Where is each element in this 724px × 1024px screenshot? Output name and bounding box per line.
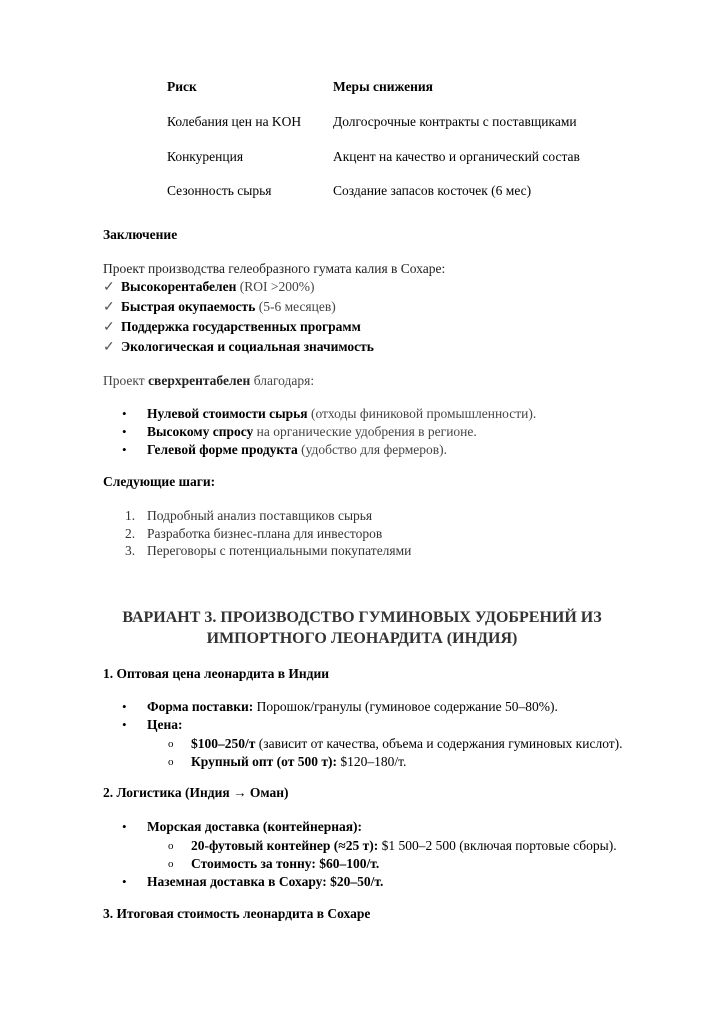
list-item	[103, 297, 336, 317]
check-bold: Экологическая и социальная значимость	[121, 339, 374, 354]
reason-rest: на органические удобрения в регионе.	[253, 424, 477, 439]
conclusion-title: Заключение	[103, 227, 178, 242]
bullet-icon: •	[122, 424, 127, 439]
price-bold: Цена:	[147, 717, 183, 732]
step-number: 2.	[125, 526, 136, 541]
check-bold: Быстрая окупаемость	[121, 299, 256, 314]
price-b-rest: $120–180/т.	[336, 754, 407, 769]
circle-bullet-icon: o	[168, 738, 174, 750]
profit-pre: Проект	[103, 373, 149, 388]
land-bold: Наземная доставка в Сохару: $20–50/т.	[147, 874, 384, 889]
list-item	[103, 277, 314, 297]
risk-cell: Сезонность сырья	[167, 183, 272, 198]
measure-cell: Акцент на качество и органический состав	[333, 149, 580, 164]
list-item	[103, 317, 361, 337]
circle-bullet-icon: o	[168, 840, 174, 852]
section1-title: 1. Оптовая цена леонардита в Индии	[103, 666, 330, 681]
measure-header: Меры снижения	[333, 79, 433, 94]
risk-cell: Конкуренция	[167, 149, 244, 164]
price-a-bold: $100–250/т	[191, 736, 256, 751]
form-bold: Форма поставки:	[147, 699, 254, 714]
next-steps-title: Следующие шаги:	[103, 474, 216, 489]
risk-header: Риск	[167, 79, 197, 94]
check-icon: ✓	[103, 300, 115, 315]
check-bold: Поддержка государственных программ	[121, 319, 361, 334]
conclusion-intro: Проект производства гелеобразного гумата калия в Сохаре:	[103, 261, 446, 276]
bullet-icon: •	[122, 406, 127, 421]
reason-rest: (удобство для фермеров).	[297, 442, 448, 457]
reason-bold: Нулевой стоимости сырья	[147, 406, 308, 421]
reason-bold: Высокому спросу	[147, 424, 254, 439]
step-number: 1.	[125, 508, 136, 523]
profit-bold: сверхрентабелен	[148, 373, 251, 388]
sea-bold: Морская доставка (контейнерная):	[147, 819, 363, 834]
variant3-heading-line2: ИМПОРТНОГО ЛЕОНАРДИТА (ИНДИЯ)	[206, 630, 518, 647]
sea-a-rest: $1 500–2 500 (включая портовые сборы).	[378, 838, 617, 853]
step-text: Переговоры с потенциальными покупателями	[147, 543, 412, 558]
risk-cell: Колебания цен на KOH	[167, 114, 302, 129]
form-rest: Порошок/гранулы (гуминовое содержание 50–80%).	[253, 699, 558, 714]
reason-bold: Гелевой форме продукта	[147, 442, 298, 457]
list-item	[103, 337, 374, 357]
circle-bullet-icon: o	[168, 858, 174, 870]
section2-title: 2. Логистика (Индия → Оман)	[103, 785, 289, 800]
bullet-icon: •	[122, 699, 127, 714]
variant3-heading-line1: ВАРИАНТ 3. ПРОИЗВОДСТВО ГУМИНОВЫХ УДОБРЕНИЙ ИЗ	[122, 609, 602, 626]
check-bold: Высокорентабелен	[121, 279, 237, 294]
circle-bullet-icon: o	[168, 756, 174, 768]
bullet-icon: •	[122, 874, 127, 889]
check-icon: ✓	[103, 340, 115, 355]
check-rest: (ROI >200%)	[236, 279, 315, 294]
sea-a-bold: 20-футовый контейнер (≈25 т):	[191, 838, 379, 853]
bullet-icon: •	[122, 819, 127, 834]
step-number: 3.	[125, 543, 136, 558]
step-text: Подробный анализ поставщиков сырья	[147, 508, 373, 523]
step-text: Разработка бизнес-плана для инвесторов	[147, 526, 383, 541]
check-rest: (5-6 месяцев)	[255, 299, 336, 314]
bullet-icon: •	[122, 717, 127, 732]
price-b-bold: Крупный опт (от 500 т):	[191, 754, 337, 769]
check-icon: ✓	[103, 280, 115, 295]
sea-b-bold: Стоимость за тонну: $60–100/т.	[191, 856, 380, 871]
check-icon: ✓	[103, 320, 115, 335]
section3-title: 3. Итоговая стоимость леонардита в Сохаре	[103, 906, 371, 921]
reason-rest: (отходы финиковой промышленности).	[307, 406, 537, 421]
price-a-rest: (зависит от качества, объема и содержания гуминовых кислот).	[255, 736, 623, 751]
profit-post: благодаря:	[250, 373, 315, 388]
profit-sentence	[103, 373, 314, 389]
measure-cell: Создание запасов косточек (6 мес)	[333, 183, 532, 198]
measure-cell: Долгосрочные контракты с поставщиками	[333, 114, 577, 129]
bullet-icon: •	[122, 442, 127, 457]
